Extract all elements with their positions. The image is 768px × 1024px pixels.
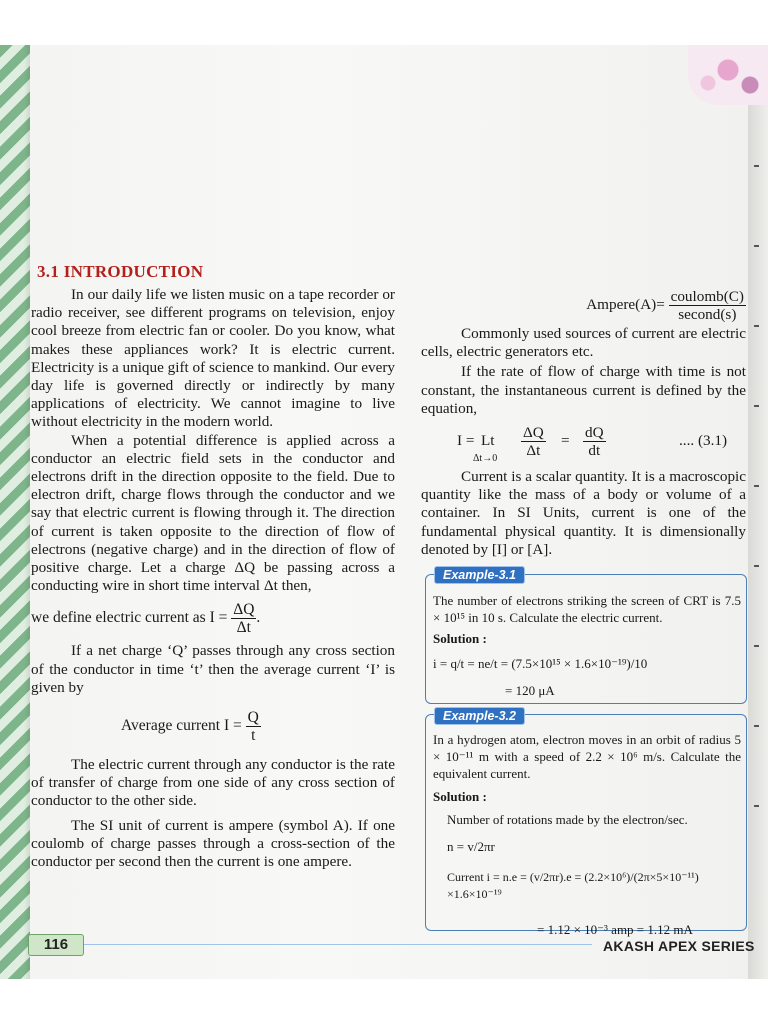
- footer-rule: [82, 944, 592, 945]
- example-3-2-line2: n = v/2πr: [447, 839, 495, 854]
- equation-number: .... (3.1): [679, 432, 728, 450]
- example-3-1-line1: i = q/t = ne/t = (7.5×10¹⁵ × 1.6×10⁻¹⁹)/10: [433, 656, 648, 671]
- page-number: 116: [28, 934, 84, 956]
- sources-paragraph: Commonly used sources of current are electric cells, electric generators etc.: [421, 325, 746, 361]
- example-3-2-solution-label: Solution :: [433, 789, 487, 804]
- example-3-2-question: In a hydrogen atom, electron moves in an orbit of radius 5 × 10⁻¹¹ m with a speed of 2.2 × 10⁶ m/s. Calculate the equivalent current.: [433, 732, 741, 781]
- example-3-1-content: [433, 592, 741, 699]
- example-3-2-result: = 1.12 × 10⁻³ amp = 1.12 mA: [537, 922, 693, 937]
- left-column: [31, 286, 395, 871]
- net-charge-paragraph: If a net charge ‘Q’ passes through any cross section of the conductor in time ‘t’ then the average current ‘I’ is given by: [31, 642, 395, 696]
- drift-paragraph: When a potential difference is applied across a conductor an electric field sets in the conductor and electrons drift in the direction opposite to the field. Due to electron drift, charge flows through the conductor and we say that electric current is flowing through it. The direction of current is taken opposite to the direction of flow of electrons (negative charge) and in the direction of flow of positive charge. Let a charge ΔQ be passing across a conducting wire in short time interval Δt then,: [31, 431, 395, 595]
- example-3-2-tag: Example-3.2: [434, 707, 525, 725]
- section-heading: [37, 262, 203, 282]
- dq-dt-fraction: $\frac{\Delta Q}{\Delta t}$: [233, 601, 255, 637]
- right-page-edge: [748, 45, 768, 979]
- instantaneous-current-equation: I = Lt Δt→0 $\frac{\Delta Q}{\Delta t}$ = $\frac{dQ}{dt}$ .... (3.1): [457, 424, 728, 465]
- example-3-1-solution-label: Solution :: [433, 631, 487, 646]
- right-column: [421, 288, 746, 559]
- series-name: AKASH APEX SERIES: [603, 938, 755, 954]
- example-3-1-tag: Example-3.1: [434, 566, 525, 584]
- q-t-fraction: $\frac{Q}{t}$: [247, 709, 259, 745]
- section-number: 3.1: [37, 262, 60, 281]
- left-decorative-strip: [0, 45, 30, 979]
- floral-cloth-decoration: [688, 45, 768, 105]
- definition-paragraph: The electric current through any conductor is the rate of transfer of charge from one side of any cross section of conductor to the other side.: [31, 756, 395, 810]
- average-current-equation: Average current I = $\frac{Q}{t}$: [121, 709, 259, 745]
- instantaneous-paragraph: If the rate of flow of charge with time is not constant, the instantaneous current is defined by the equation,: [421, 363, 746, 417]
- ampere-equation: Ampere(A)= $\frac{\text{coulomb(C)}}{\text{second(s)}}$: [586, 288, 744, 323]
- scalar-paragraph: Current is a scalar quantity. It is a macroscopic quantity like the mass of a body or volume of a container. In SI Units, current is one of the fundamental physical quantity. It is dimensionally denoted by [I] or [A].: [421, 468, 746, 558]
- intro-paragraph: In our daily life we listen music on a tape recorder or radio receiver, see different programs on television, enjoy cool breeze from electric fan or cooler. Do you know, what makes these appliances work? It is electric current. Electricity is a unique gift of science to mankind. Our every day life is governed directly or indirectly by many applications of electricity. We cannot imagine to live without electricity in the modern world.: [31, 286, 395, 431]
- example-3-2-line3: Current i = n.e = (v/2πr).e = (2.2×10⁶)/(2π×5×10⁻¹¹) ×1.6×10⁻¹⁹: [447, 870, 699, 901]
- example-3-2-line1: Number of rotations made by the electron/sec.: [447, 812, 688, 827]
- si-unit-paragraph: The SI unit of current is ampere (symbol A). If one coulomb of charge passes through a cross-section of the conductor per second then the current is one ampere.: [31, 816, 395, 871]
- example-3-1-result: = 120 μA: [505, 683, 555, 698]
- current-definition-equation: we define electric current as I = $\frac{\Delta Q}{\Delta t}$ .: [31, 601, 261, 637]
- example-3-2-content: [433, 731, 741, 938]
- example-3-1-question: The number of electrons striking the screen of CRT is 7.5 × 10¹⁵ in 10 s. Calculate the electric current.: [433, 593, 741, 625]
- section-title: INTRODUCTION: [63, 262, 204, 281]
